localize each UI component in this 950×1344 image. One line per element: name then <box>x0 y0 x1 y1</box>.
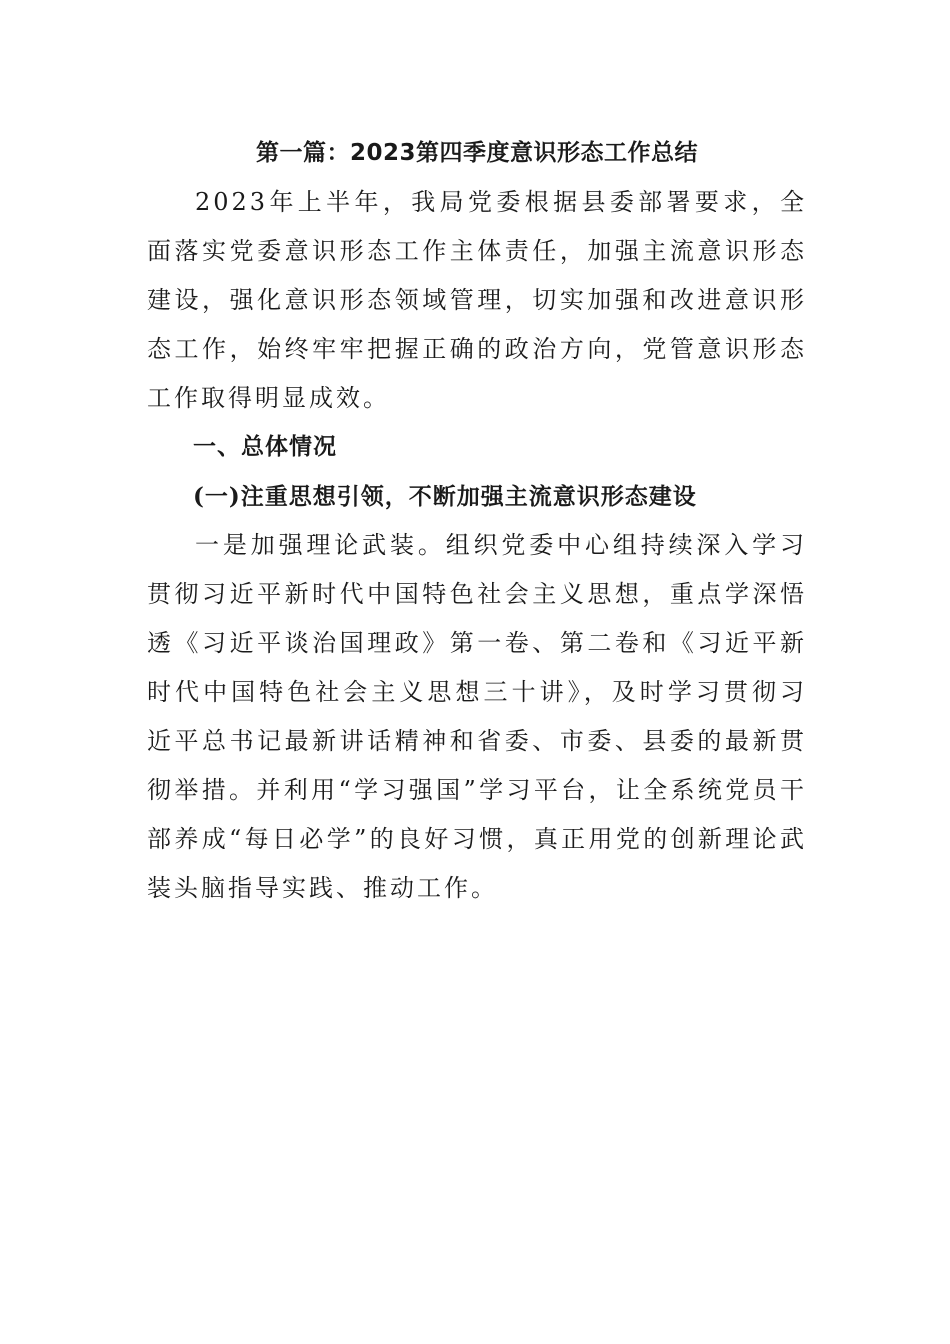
document-title: 第一篇：2023第四季度意识形态工作总结 <box>255 140 698 166</box>
body-paragraph: 一是加强理论武装。组织党委中心组持续深入学习贯彻习近平新时代中国特色社会主义思想，重点学深悟透《习近平谈治国理政》第一卷、第二卷和《习近平新时代中国特色社会主义思想三十讲》，及时学习贯彻习近平总书记最新讲话精神和省委、市委、县委的最新贯彻举措。并利用“学习强国”学习平台，让全系统党员干部养成“每日必学”的良好习惯，真正用党的创新理论武装头脑指导实践、推动工作。 <box>147 531 807 902</box>
document-body <box>147 128 807 913</box>
subsection-heading: (一)注重思想引领，不断加强主流意识形态建设 <box>193 483 697 510</box>
intro-paragraph: 2023年上半年，我局党委根据县委部署要求，全面落实党委意识形态工作主体责任，加强主流意识形态建设，强化意识形态领域管理，切实加强和改进意识形态工作，始终牢牢把握正确的政治方向，党管意识形态工作取得明显成效。 <box>147 188 807 412</box>
section-heading: 一、总体情况 <box>193 434 337 460</box>
